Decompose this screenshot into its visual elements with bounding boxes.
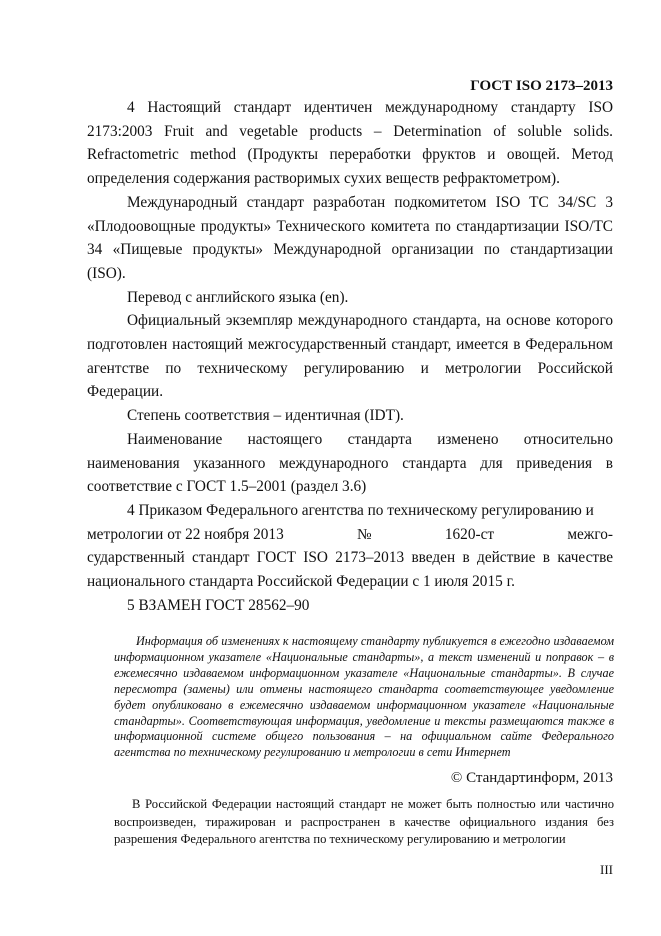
reproduction-notice-text: В Российской Федерации настоящий стандарт не может быть полностью или частично воспроизведен, тиражирован и распространен в качестве официального издания без разрешения Федерального агентства по техническому регулированию и метрологии (114, 797, 614, 846)
paragraph-order-intro: 4 Приказом Федерального агентства по техническому регулированию и (127, 501, 594, 519)
paragraph-identity: 4 Настоящий стандарт идентичен международному стандарту ISO 2173:2003 Fruit and vegetable products – Determination of soluble solids. Refractometric method (Продукты переработки фруктов и овощей. Метод определения содержания растворимых сухих веществ рефрактометром). (87, 99, 613, 188)
changes-information-text: Информация об изменениях к настоящему стандарту публикуется в ежегодно издаваемом информационном указателе «Национальные стандарты», а текст изменений и поправок – в ежемесячно издаваемом информационном указателе «Национальные стандарты». В случае пересмотра (замены) или отмены настоящего стандарта соответствующее уведомление будет опубликовано в ежемесячно издаваемом информационном указателе «Национальные стандарты». Соответствующая информация, уведомление и тексты размещаются также в информационной системе общего пользования – на официальном сайте Федерального агентства по техническому регулированию и метрологии в сети Интернет (114, 634, 614, 760)
paragraph-conformity: Степень соответствия – идентичная (IDT). (127, 407, 404, 425)
main-body (87, 96, 613, 617)
paragraph-title-change: Наименование настоящего стандарта изменено относительно наименования указанного международного стандарта для приведения в соответствие с ГОСТ 1.5–2001 (раздел 3.6) (87, 430, 613, 496)
order-number: 1620-ст (444, 525, 495, 543)
paragraph-order-rest: сударственный стандарт ГОСТ ISO 2173–2013 введен в действие в качестве национального стандарта Российской Федерации с 1 июля 2015 г. (87, 549, 613, 591)
copyright-line: © Стандартинформ, 2013 (450, 770, 613, 786)
paragraph-developer: Международный стандарт разработан подкомитетом ISO TC 34/SC 3 «Плодоовощные продукты» Технического комитета по стандартизации ISO/TC 34 «Пищевые продукты» Международной организации по стандартизации (ISO). (87, 193, 613, 282)
paragraph-replaces: 5 ВЗАМЕН ГОСТ 28562–90 (127, 596, 310, 614)
order-details-line (87, 523, 613, 547)
reproduction-notice (114, 796, 614, 849)
page-number: III (600, 862, 613, 877)
order-number-sign: № (357, 525, 372, 543)
order-date: метрологии от 22 ноября 2013 (87, 525, 284, 543)
changes-information (114, 634, 614, 761)
document-code-header: ГОСТ ISO 2173–2013 (470, 78, 613, 94)
order-line-end: межго- (567, 525, 613, 543)
paragraph-translation: Перевод с английского языка (en). (127, 288, 349, 306)
paragraph-official-copy: Официальный экземпляр международного стандарта, на основе которого подготовлен настоящий межгосударственный стандарт, имеется в Федеральном агентстве по техническому регулированию и метрологии Российской Федерации. (87, 312, 613, 401)
